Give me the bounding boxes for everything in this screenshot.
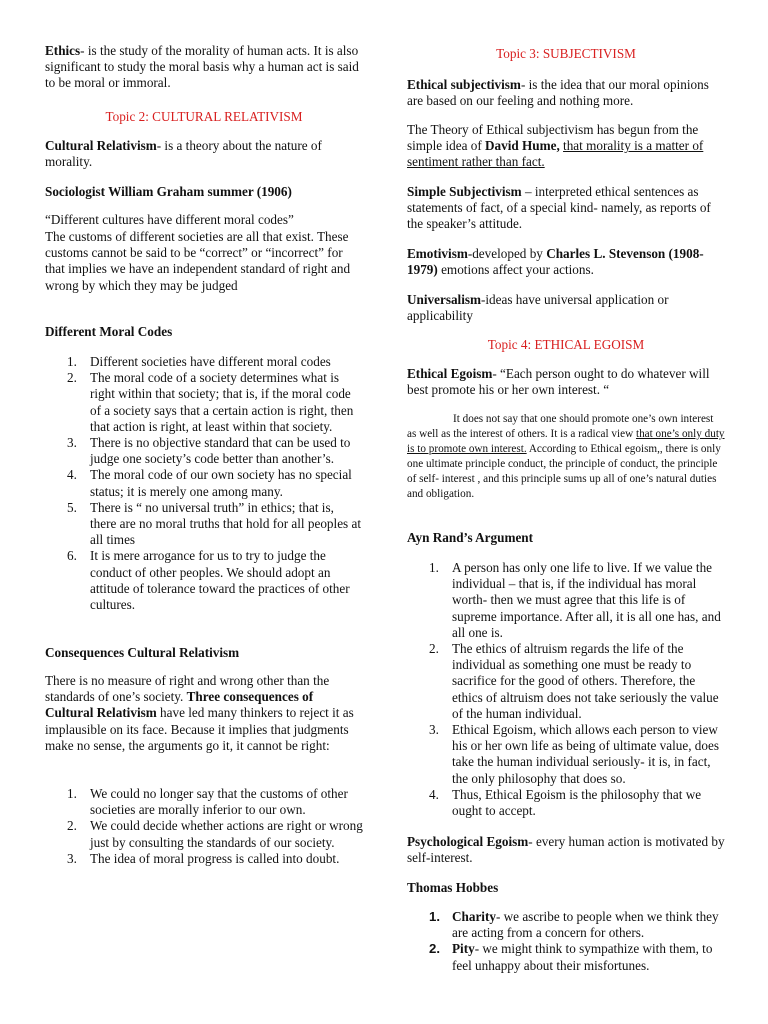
ayn-rand-heading — [407, 530, 725, 546]
consequences-heading-text: Consequences Cultural Relativism — [45, 645, 240, 660]
ethics-definition — [45, 43, 363, 92]
list-item: 5. There is “ no universal truth” in ethics; that is, there are no moral truths that hold for all peoples at all times — [67, 499, 361, 548]
topic-3-heading: Topic 3: SUBJECTIVISM — [496, 46, 636, 61]
hobbes-list — [407, 909, 725, 974]
list-item: 4. Thus, Ethical Egoism is the philosophy that we ought to accept. — [429, 786, 702, 819]
list-item: 2. The moral code of a society determines what is right within that society; that is, if the moral code of a society says that a certain action is right, then that action is right, at least within that society. — [67, 370, 354, 434]
list-item: 1. A person has only one life to live. If we value the individual – that is, if the individual has moral worth- then we must agree that this life is of supreme importance. After all, it is all one has, and all one is. — [429, 560, 721, 640]
list-item: 2. We could decide whether actions are right or wrong just by consulting the standards of our society. — [67, 818, 363, 850]
list-item: 1. Charity- we ascribe to people when we think they are acting from a concern for others. — [429, 909, 719, 941]
egoism-explanation: It does not say that one should promote one’s own interest as well as the interest of others. It is a radical view that one’s only duty is to promote own interest. According to Ethical egoism,, there is only one ultimate principle conduct, the principle of conduct, the principle of self- interest , and this principle sums up all of one’s natural duties and obligation. — [407, 413, 725, 500]
consequences-heading — [45, 645, 363, 661]
list-item: 6. It is mere arrogance for us to try to judge the conduct of other peoples. We should adopt an attitude of tolerance toward the practices of other cultures. — [67, 548, 350, 613]
ethical-subjectivism-definition: Ethical subjectivism- is the idea that our moral opinions are based on our feeling and nothing more. — [407, 77, 709, 109]
list-item: 3. The idea of moral progress is called into doubt. — [67, 850, 340, 866]
ethical-subjectivism-term: Ethical subjectivism — [407, 77, 521, 92]
list-item: 1. We could no longer say that the customs of other societies are morally inferior to our own. — [67, 786, 348, 818]
emotivism-definition: Emotivism-developed by Charles L. Stevenson (1908-1979) emotions affect your actions. — [407, 246, 704, 278]
cultural-relativism-text: - is a theory about the nature of morality. — [45, 138, 322, 170]
list-item: 1. Different societies have different moral codes — [67, 354, 331, 369]
sociologist-name: Sociologist William Graham summer (1906) — [45, 184, 292, 199]
thomas-hobbes-heading — [407, 880, 725, 896]
topic-2-heading: Topic 2: CULTURAL RELATIVISM — [105, 109, 303, 124]
theory-paragraph: The Theory of Ethical subjectivism has begun from the simple idea of David Hume, that morality is a matter of sentiment rather than fact. — [407, 122, 704, 170]
universalism-definition: Universalism-ideas have universal application or applicability — [407, 292, 669, 324]
list-item: 2. The ethics of altruism regards the life of the individual as something one must be ready to sacrifice for the good of others. Therefore, the ethics of altruism does not take seriously the value of the human individual. — [429, 641, 719, 721]
emotivism-term: Emotivism — [407, 246, 468, 261]
quote-text: “Different cultures have different moral codes” — [45, 212, 294, 227]
psychological-egoism-term: Psychological Egoism — [407, 834, 529, 849]
different-moral-codes-heading — [45, 324, 363, 340]
simple-subjectivism-definition: Simple Subjectivism – interpreted ethical sentences as statements of fact, of a special kind- namely, as reports of the speaker’s attitude. — [407, 184, 711, 232]
different-moral-codes-list — [45, 354, 363, 613]
consequences-list — [45, 786, 363, 867]
ethical-egoism-term: Ethical Egoism — [407, 366, 493, 381]
list-item: 2. Pity- we might think to sympathize with them, to feel unhappy about their misfortunes. — [429, 941, 713, 973]
customs-text: The customs of different societies are all that exist. These customs cannot be said to be “correct” or “incorrect” for that implies we have an independent standard of right and wrong by which they may be judged — [45, 229, 351, 293]
universalism-term: Universalism — [407, 292, 481, 307]
sociologist-heading — [45, 184, 363, 200]
topic-4-heading: Topic 4: ETHICAL EGOISM — [487, 337, 645, 352]
cultural-relativism-definition — [45, 138, 363, 170]
ayn-rand-list — [407, 560, 725, 819]
ethical-egoism-definition: Ethical Egoism- “Each person ought to do whatever will best promote his or her own interest. “ — [407, 366, 710, 398]
list-item: 3. Ethical Egoism, which allows each person to view his or her own life as being of ultimate value, does take the human individual seriously- it is, in fact, the only philosophy that does so. — [429, 722, 719, 786]
list-item: 4. The moral code of our own society has no special status; it is merely one among many. — [67, 467, 352, 499]
ethics-text: - is the study of the morality of human acts. It is also significant to study the moral basis why a human act is said to be moral or immoral. — [45, 43, 359, 91]
psychological-egoism-definition: Psychological Egoism- every human action is motivated by self-interest. — [407, 834, 725, 866]
ayn-rand-heading-text: Ayn Rand’s Argument — [407, 530, 534, 545]
ethics-term: Ethics — [45, 43, 81, 58]
cultural-relativism-term: Cultural Relativism — [45, 138, 157, 153]
thomas-hobbes-heading-text: Thomas Hobbes — [407, 880, 499, 895]
dmc-heading-text: Different Moral Codes — [45, 324, 173, 339]
list-item: 3. There is no objective standard that can be used to judge one society’s code better than another’s. — [67, 435, 351, 467]
consequences-text: There is no measure of right and wrong other than the standards of one’s society. Three consequences of Cultural Relativism have led many thinkers to reject it as implausible on its face. Because it implies that judgments make no sense, the arguments go it, it cannot be right: — [45, 673, 354, 753]
simple-subjectivism-term: Simple Subjectivism — [407, 184, 522, 199]
